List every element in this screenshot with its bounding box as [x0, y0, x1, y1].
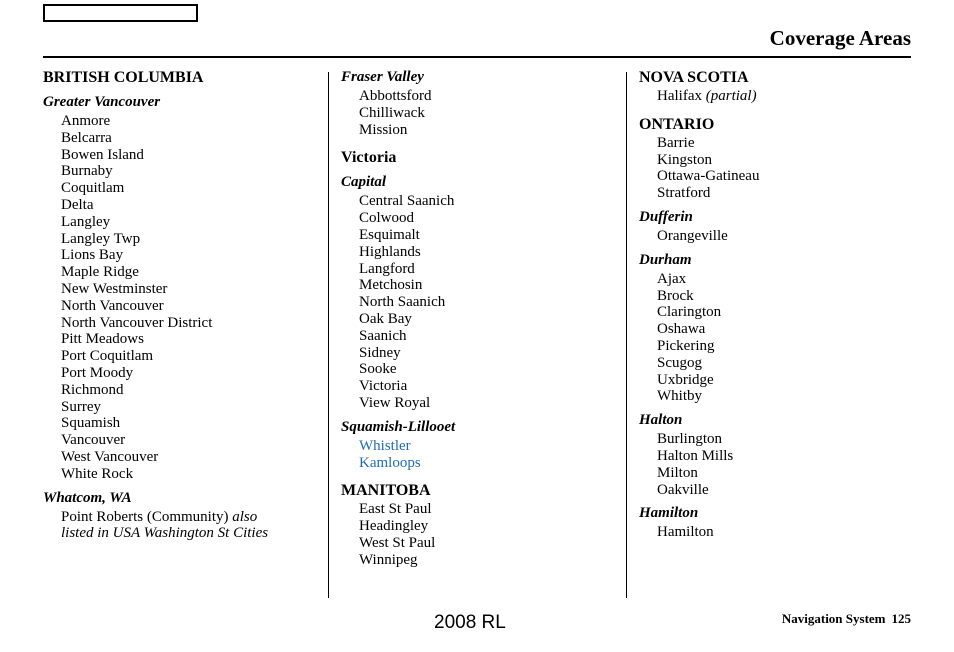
column-1 [43, 68, 268, 542]
list-item: Richmond [61, 381, 124, 398]
item-note: also [232, 508, 258, 525]
list-item: Hamilton [657, 524, 714, 541]
subregion-hamilton: Hamilton [639, 505, 699, 522]
list-item: Saanich [359, 327, 407, 344]
page-title: Coverage Areas [769, 26, 911, 50]
list-item: North Saanich [359, 294, 446, 311]
list-item: New Westminster [61, 280, 168, 297]
list-item: Victoria [359, 378, 408, 395]
list-item: Central Saanich [359, 193, 455, 210]
list-nova-scotia [639, 88, 759, 105]
region-victoria: Victoria [341, 149, 397, 167]
subregion-dufferin: Dufferin [639, 208, 693, 225]
region-british-columbia: BRITISH COLUMBIA [43, 69, 204, 86]
list-item [61, 525, 268, 542]
list-item: Oakville [657, 481, 709, 498]
list-item: West St Paul [359, 534, 436, 551]
list-item: Kingston [657, 151, 713, 168]
column-2 [341, 68, 455, 569]
list-squamish-lillooet [341, 438, 455, 472]
subregion-capital: Capital [341, 174, 387, 191]
item-text: Halifax [657, 88, 706, 104]
list-item: Squamish [61, 415, 121, 432]
list-item: Burlington [657, 431, 723, 448]
list-item: Port Moody [61, 364, 134, 381]
list-durham [639, 271, 759, 405]
footer-section-name: Navigation System [781, 611, 886, 626]
list-whatcom [43, 509, 268, 543]
region-manitoba: MANITOBA [341, 482, 431, 500]
list-item: Abbottsford [359, 88, 432, 104]
item-note: listed in USA Washington St Cities [61, 525, 269, 542]
subregion-durham: Durham [639, 251, 692, 268]
subregion-halton: Halton [639, 412, 683, 429]
list-item: Scugog [657, 354, 702, 371]
column-3 [639, 68, 759, 541]
header-tab-box [43, 4, 198, 22]
list-dufferin [639, 228, 759, 245]
list-item: Stratford [657, 185, 711, 202]
list-capital [341, 193, 455, 411]
list-item: Bowen Island [61, 146, 144, 163]
list-item: Winnipeg [359, 551, 418, 568]
list-item: White Rock [61, 465, 134, 482]
footer-section [782, 611, 911, 627]
region-ontario: ONTARIO [639, 115, 715, 133]
list-item: Barrie [657, 134, 695, 151]
list-item: Lions Bay [61, 247, 124, 264]
list-item: Highlands [359, 243, 421, 260]
list-item: Belcarra [61, 129, 112, 146]
subregion-whatcom: Whatcom, WA [43, 489, 132, 506]
list-item: Mission [359, 121, 408, 138]
list-item: Langley Twp [61, 230, 141, 247]
list-item: Pitt Meadows [61, 331, 144, 348]
column-divider-2 [626, 72, 627, 598]
list-item: Anmore [61, 113, 111, 129]
list-item: Oak Bay [359, 310, 412, 327]
list-item: Maple Ridge [61, 264, 139, 281]
list-item: Metchosin [359, 277, 423, 294]
list-item: Langford [359, 260, 415, 277]
list-item [657, 88, 759, 105]
link-kamloops[interactable]: Kamloops [359, 454, 421, 471]
list-item: Ajax [657, 270, 687, 287]
subregion-squamish-lillooet: Squamish-Lillooet [341, 418, 456, 435]
list-ontario [639, 135, 759, 202]
list-greater-vancouver [43, 113, 268, 483]
list-item: Uxbridge [657, 371, 714, 388]
header-rule [43, 56, 911, 58]
model-label: 2008 RL [434, 612, 506, 633]
list-manitoba [341, 501, 455, 568]
column-divider-1 [328, 72, 329, 598]
list-item: Milton [657, 464, 698, 481]
list-item: Pickering [657, 337, 715, 354]
list-item [61, 509, 268, 526]
item-text: Point Roberts (Community) [61, 508, 233, 525]
list-item: Port Coquitlam [61, 348, 154, 365]
list-item: Sidney [359, 344, 401, 361]
list-item: Sooke [359, 361, 397, 378]
list-item: Delta [61, 196, 94, 213]
list-item: Colwood [359, 210, 415, 227]
list-item: Burnaby [61, 163, 113, 180]
list-halton [639, 431, 759, 498]
list-item: Oshawa [657, 321, 706, 338]
list-item: North Vancouver District [61, 314, 213, 331]
list-fraser-valley [341, 88, 455, 138]
list-hamilton [639, 524, 759, 541]
list-item: View Royal [359, 394, 431, 411]
list-item: Surrey [61, 398, 101, 415]
list-item: West Vancouver [61, 448, 159, 465]
list-item: Whitby [657, 388, 702, 405]
region-nova-scotia: NOVA SCOTIA [639, 69, 749, 86]
page-number: 125 [891, 611, 911, 626]
subregion-greater-vancouver: Greater Vancouver [43, 94, 161, 110]
list-item: Ottawa-Gatineau [657, 168, 760, 185]
list-item: Halton Mills [657, 447, 734, 464]
list-item: Coquitlam [61, 180, 125, 197]
list-item: Clarington [657, 304, 722, 321]
list-item: East St Paul [359, 501, 432, 518]
list-item: Chilliwack [359, 104, 425, 121]
list-item: Orangeville [657, 227, 728, 244]
item-note: (partial) [705, 88, 757, 104]
list-item: North Vancouver [61, 297, 164, 314]
subregion-fraser-valley: Fraser Valley [341, 69, 424, 85]
list-item: Brock [657, 287, 694, 304]
link-whistler[interactable]: Whistler [359, 437, 411, 454]
list-item: Vancouver [61, 432, 126, 449]
list-item: Langley [61, 213, 111, 230]
list-item: Headingley [359, 518, 429, 535]
list-item: Esquimalt [359, 226, 420, 243]
